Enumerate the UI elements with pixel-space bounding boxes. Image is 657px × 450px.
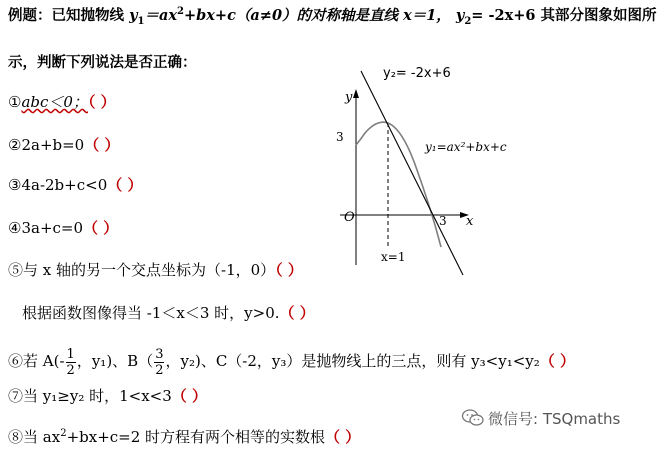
y1-subscript: 1 [137,15,145,27]
numerator: 1 [66,346,75,362]
wechat-icon [462,409,484,431]
fraction-three-halves [154,347,164,378]
symmetry-axis-label: x=1 [381,250,406,264]
statement-2 [8,135,119,155]
function-graph [325,65,507,280]
wechat-watermark [462,408,620,431]
line-label: y₂= -2x+6 [383,66,451,81]
answer-parentheses[interactable]: （ ） [84,136,120,154]
problem-statement-line2: 示，判断下列说法是否正确： [8,54,197,71]
fraction-one-half [66,347,76,378]
item-number: ① [8,93,22,111]
item-number: ⑦ [8,387,24,405]
answer-parentheses[interactable]: （ ） [83,219,119,237]
superscript-2: 2 [177,6,184,18]
y-axis-arrow [353,89,359,98]
statement-text: 4a-2b+c<0 [21,176,108,194]
statement-text: ，y₂)、C（-2，y₃）是抛物线上的三点，则有 y₃<y₁<y₂ [165,352,540,370]
x-axis-label: x [466,214,474,229]
y-axis-label: y [345,90,353,105]
item-number: ③ [8,176,22,194]
statement-text: 当 ax [23,428,61,446]
watermark-text: 微信号: TSQmaths [488,410,621,428]
problem-prefix: 例题：已知抛物线 [8,7,124,24]
answer-parentheses[interactable]: （ ） [107,176,143,194]
y1-symbol: y [129,7,138,24]
denominator: 2 [66,362,75,378]
item-number: ⑥ [8,352,24,370]
numerator: 3 [155,346,164,362]
denominator: 2 [155,362,164,378]
y-tick-3: 3 [336,130,344,144]
item-number: ④ [8,219,22,237]
problem-statement-line1 [8,6,657,26]
statement-text: 当 y₁≥y₂ 时，1<x<3 [23,387,172,405]
parabola-label: y₁=ax²+bx+c [425,140,507,154]
equation-part-b: +bx+c（a≠0）的对称轴是直线 x＝1， [183,7,451,24]
statement-8 [8,427,360,447]
statement-text: +bx+c=2 时方程有两个相等的实数根 [66,428,326,446]
statement-text: 若 A(- [23,352,65,370]
statement-7 [8,386,207,406]
answer-parentheses[interactable]: （ ） [539,352,576,370]
origin-label: O [344,210,355,225]
statement-5 [8,260,303,280]
item-number: ⑤ [8,261,24,279]
x-tick-3: 3 [439,214,447,228]
y2-symbol: y [455,7,465,24]
item-number: ⑧ [8,428,24,446]
statement-5b [22,303,315,323]
statement-text: ，y₁)、B（ [76,352,154,370]
statement-4 [8,218,118,238]
superscript-2: 2 [60,428,67,439]
y2-subscript: 2 [464,15,472,27]
item-number: ② [8,136,22,154]
equation-part: ＝ax [144,7,178,24]
equation-line2: = -2x+6 其部分图象如图所 [471,7,657,24]
statement-text: 根据函数图像得当 -1＜x＜3 时，y>0. [22,304,280,322]
statement-6 [8,343,575,379]
statement-text: 3a+c=0 [21,219,84,237]
statement-3 [8,175,142,195]
answer-parentheses[interactable]: （ ） [325,428,361,446]
statement-1 [8,92,116,112]
answer-parentheses[interactable]: （ ） [279,304,315,322]
answer-parentheses[interactable]: （ ） [87,93,116,111]
statement-text: 与 x 轴的另一个交点坐标为（-1，0） [23,261,276,279]
answer-parentheses[interactable]: （ ） [275,261,303,279]
statement-text: 2a+b=0 [21,136,85,154]
statement-text: abc＜0； [21,93,88,111]
line-y2 [361,71,463,275]
answer-parentheses[interactable]: （ ） [171,387,208,405]
